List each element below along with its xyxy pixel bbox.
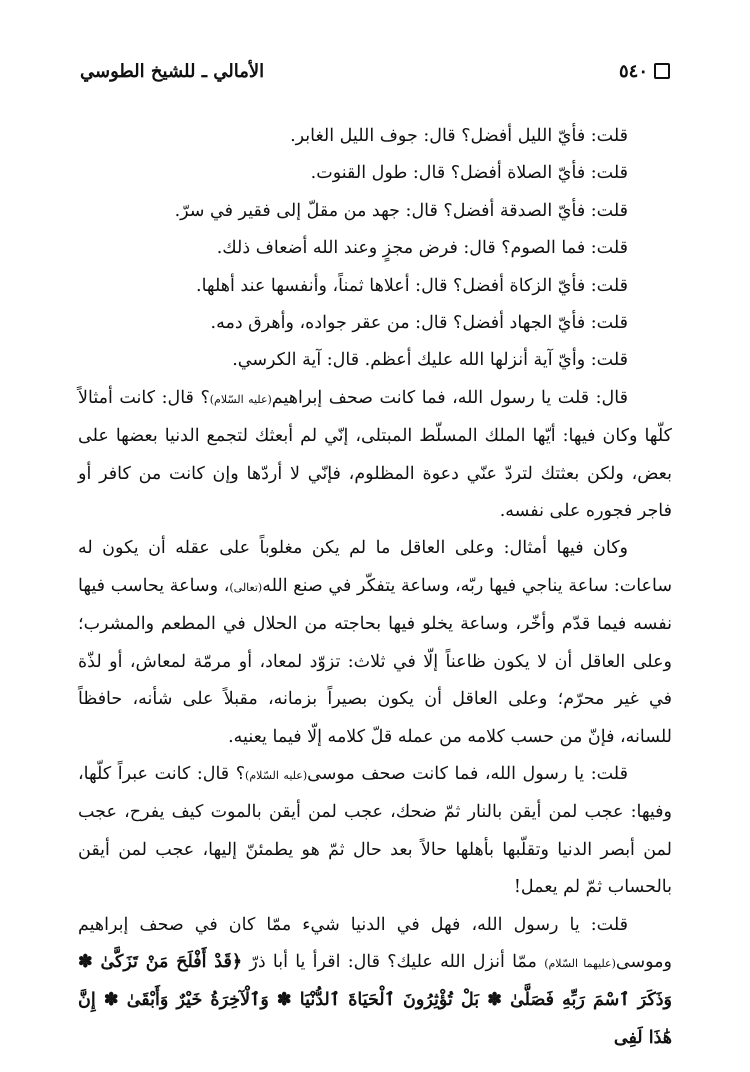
page-number-block xyxy=(619,61,670,82)
page-body xyxy=(78,118,672,1057)
paragraph-text: قال: قلت يا رسول الله، فما كانت صحف إبراهيم xyxy=(271,387,628,408)
book-title: الأمالي ـ للشيخ الطوسي xyxy=(80,60,265,82)
square-bullet-icon xyxy=(654,63,670,79)
honorific: (عليه السّلام) xyxy=(209,392,272,406)
honorific: (عليه السّلام) xyxy=(245,768,308,782)
page-number: ٥٤٠ xyxy=(618,60,648,82)
paragraph-proverbs xyxy=(78,530,672,755)
qa-line-3: قلت: فأيّ الصدقة أفضل؟ قال: جهد من مقلّ إلى فقير في سرّ. xyxy=(174,200,628,221)
qa-line-6: قلت: فأيّ الجهاد أفضل؟ قال: من عقر جواده، وأهرق دمه. xyxy=(210,313,628,334)
paragraph-ibrahim-scrolls xyxy=(78,380,672,531)
qa-line-4: قلت: فما الصوم؟ قال: فرض مجزٍ وعند الله أضعاف ذلك. xyxy=(216,238,628,259)
page-header xyxy=(80,56,670,86)
quran-verse: ﴿قَدْ أَفْلَحَ مَنْ تَزَكَّىٰ ✽ وَذَكَرَ ٱسْمَ رَبِّهِ فَصَلَّىٰ ✽ بَلْ تُؤْثِرُونَ ٱلْحَيَاةَ ٱلدُّنْيَا ✽ وَٱلْآخِرَةُ خَيْرٌ وَأَبْقَىٰ ✽ إِنَّ هَٰذَا لَفِى xyxy=(78,951,672,1048)
paragraph-text: وكان فيها أمثال: وعلى العاقل ما لم يكن مغلوباً على عقله أن يكون له ساعات: ساعة يناجي فيها ربّه، وساعة يتفكّر في صنع الله xyxy=(78,538,672,596)
qa-line-1: قلت: فأيّ الليل أفضل؟ قال: جوف الليل الغابر. xyxy=(290,126,628,146)
paragraph-quran-verse xyxy=(78,907,672,1058)
paragraph-text: ممّا أنزل الله عليك؟ قال: اقرأ يا أبا ذرّ xyxy=(242,951,545,972)
paragraph-text: قلت: يا رسول الله، فما كانت صحف موسى xyxy=(307,763,628,784)
paragraph-text: قلت: يا رسول الله، فهل في الدنيا شيء ممّا كان في صحف إبراهيم وموسى xyxy=(78,914,672,972)
qa-line-7: قلت: وأيّ آية أنزلها الله عليك أعظم. قال: آية الكرسي. xyxy=(232,350,628,371)
paragraph-musa-scrolls xyxy=(78,756,672,907)
paragraph-text: ؟ قال: كانت أمثالاً كلّها وكان فيها: أيّها الملك المسلّط المبتلى، إنّي لم أبعثك لتجمع الدنيا بعضها على بعض، ولكن بعثتك لتردّ عنّي دعوة المظلوم، فإنّي لا أردّها وإن كانت من كافر أو فاجر فجوره على نفسه. xyxy=(78,387,672,522)
paragraph-text: ، وساعة يحاسب فيها نفسه فيما قدّم وأخّر، وساعة يخلو فيها بحاجته من الحلال في المطعم والمشرب؛ وعلى العاقل أن لا يكون ظاعناً إلّا في ثلاث: تزوّد لمعاد، أو مرمّة لمعاش، أو لذّة في غير محرّم؛ وعلى العاقل أن يكون بصيراً بزمانه، مقبلاً على شأنه، حافظاً للسانه، فإنّ من حسب كلامه من عمله قلّ كلامه إلّا فيما يعنيه. xyxy=(78,575,672,747)
paragraph-text: ؟ قال: كانت عبراً كلّها، وفيها: عجب لمن أيقن بالنار ثمّ ضحك، عجب لمن أيقن بالموت كيف يفرح، عجب لمن أبصر الدنيا وتقلّبها بأهلها حالاً بعد حال ثمّ هو يطمئنّ إليها، عجب لمن أيقن بالحساب ثمّ لم يعمل! xyxy=(78,763,672,898)
honorific: (تعالى) xyxy=(229,580,263,594)
qa-line-5: قلت: فأيّ الزكاة أفضل؟ قال: أعلاها ثمناً، وأنفسها عند أهلها. xyxy=(196,275,628,296)
honorific: (عليهما السّلام) xyxy=(544,956,616,970)
qa-line-2: قلت: فأيّ الصلاة أفضل؟ قال: طول القنوت. xyxy=(310,163,628,184)
